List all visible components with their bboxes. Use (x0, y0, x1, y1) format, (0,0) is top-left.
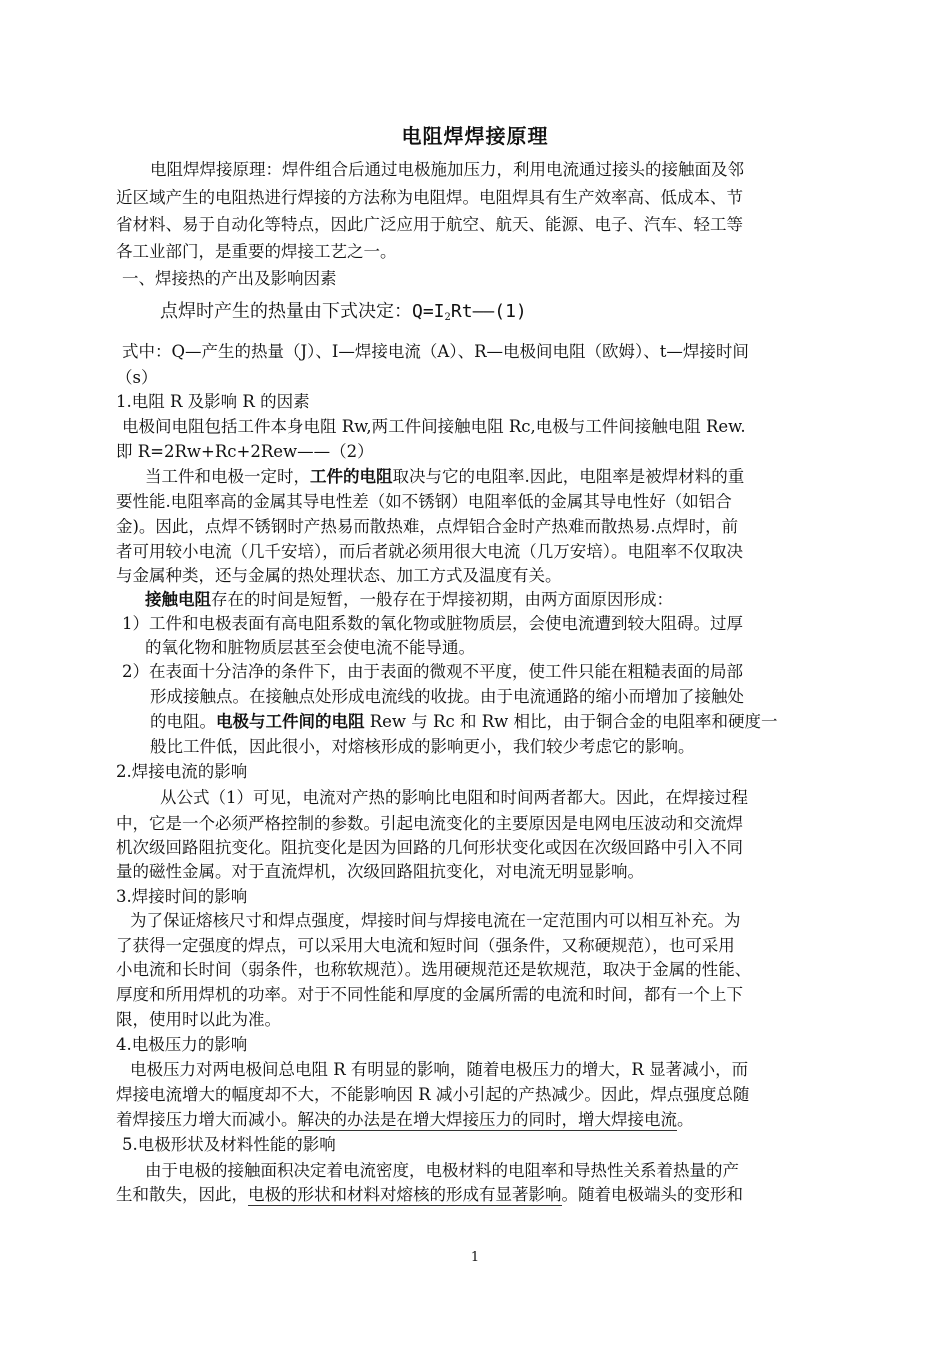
p2-bold-term: 工件的电阻 (310, 467, 393, 486)
section-title-1: 1.电阻 R 及影响 R 的因素 (116, 392, 310, 411)
s4-line-1: 电极压力对两电极间总电阻 R 有明显的影响，随着电极压力的增大，R 显著减小，而 (130, 1060, 749, 1079)
p3-text: 存在的时间是短暂，一般存在于焊接初期，由两方面原因形成： (211, 590, 673, 609)
s5-text-a: 生和散失，因此， (116, 1185, 248, 1204)
s2-line-4: 量的磁性金属。对于直流焊机，次级回路阻抗变化，对电流无明显影响。 (116, 862, 644, 881)
intro-line-1: 电阻焊焊接原理：焊件组合后通过电极施加压力，利用电流通过接头的接触面及邻 (150, 160, 744, 179)
s4-underlined-text: 解决的办法是在增大焊接压力的同时，增大焊接电流 (297, 1110, 677, 1129)
item2-text-a: 的电阻。 (150, 712, 216, 731)
item2-line-1: 2）在表面十分洁净的条件下，由于表面的微观不平度，使工件只能在粗糙表面的局部 (122, 662, 743, 681)
item2-line-2: 形成接触点。在接触点处形成电流线的收拢。由于电流通路的缩小而增加了接触处 (150, 687, 744, 706)
p2-line-4: 者可用较小电流（几千安培），而后者就必须用很大电流（几万安培）。电阻率不仅取决 (116, 542, 743, 561)
item2-line-4: 般比工件低，因此很小，对熔核形成的影响更小，我们较少考虑它的影响。 (150, 737, 695, 756)
section-heading-1: 一、焊接热的产出及影响因素 (122, 269, 337, 288)
p2-line-3: 金)。因此，点焊不锈钢时产热易而散热难，点焊铝合金时产热难而散热易.点焊时，前 (116, 517, 739, 536)
s3-line-2: 了获得一定强度的焊点，可以采用大电流和短时间（强条件，又称硬规范），也可采用 (116, 936, 735, 955)
page-title: 电阻焊焊接原理 (401, 124, 549, 148)
formula-rt: Rt——(1) (450, 301, 527, 322)
formula-lead: 点焊时产生的热量由下式决定： (160, 301, 412, 322)
p2-text-c: 取决与它的电阻率.因此，电阻率是被焊材料的重 (392, 467, 745, 486)
s5-line-1: 由于电极的接触面积决定着电流密度，电极材料的电阻率和导热性关系着热量的产 (145, 1161, 739, 1180)
p2-line-1 (145, 465, 744, 489)
s3-line-5: 限，使用时以此为准。 (116, 1010, 281, 1029)
s3-line-4: 厚度和所用焊机的功率。对于不同性能和厚度的金属所需的电流和时间，都有一个上下 (116, 985, 743, 1004)
p3-bold-term: 接触电阻 (145, 590, 211, 609)
formula-subscript: 2 (444, 312, 451, 323)
p2-text-a: 当工件和电极一定时， (145, 467, 310, 486)
s2-line-2: 中，它是一个必须严格控制的参数。引起电流变化的主要原因是电网电压波动和交流焊 (116, 814, 743, 833)
p2-line-2: 要性能.电阻率高的金属其导电性差（如不锈钢）电阻率低的金属其导电性好（如铝合 (116, 492, 732, 511)
s2-line-1: 从公式（1）可见，电流对产热的影响比电阻和时间两者都大。因此，在焊接过程 (160, 788, 748, 807)
section-title-3: 3.焊接时间的影响 (116, 887, 248, 906)
s5-underlined-text: 电极的形状和材料对熔核的形成有显著影响 (248, 1185, 562, 1204)
s4-line-2: 焊接电流增大的幅度却不大，不能影响因 R 减小引起的产热减少。因此，焊点强度总随 (116, 1085, 750, 1104)
section-title-2: 2.焊接电流的影响 (116, 762, 248, 781)
where-line-2: （s） (116, 368, 158, 387)
s4-line-3 (116, 1108, 694, 1132)
s4-text-c: 。 (677, 1110, 694, 1129)
item1-line-2: 的氧化物和脏物质层甚至会使电流不能导通。 (145, 638, 475, 657)
s1-line-2: 即 R=2Rw+Rc+2Rew——（2） (116, 442, 374, 461)
intro-line-3: 省材料、易于自动化等特点，因此广泛应用于航空、航天、能源、电子、汽车、轻工等 (116, 215, 743, 234)
item1-line-1: 1）工件和电极表面有高电阻系数的氧化物或脏物质层，会使电流遭到较大阻碍。过厚 (122, 614, 743, 633)
p2-line-5: 与金属种类，还与金属的热处理状态、加工方式及温度有关。 (116, 566, 562, 585)
s3-line-3: 小电流和长时间（弱条件，也称软规范）。选用硬规范还是软规范，取决于金属的性能、 (116, 960, 752, 979)
s5-text-c: 。随着电极端头的变形和 (561, 1185, 743, 1204)
s4-text-a: 着焊接压力增大而减小。 (116, 1110, 298, 1129)
s1-line-1: 电极间电阻包括工件本身电阻 Rw,两工件间接触电阻 Rc,电极与工件间接触电阻 Rew. (122, 417, 746, 436)
page-number: 1 (470, 1250, 480, 1265)
intro-line-2: 近区域产生的电阻热进行焊接的方法称为电阻焊。电阻焊具有生产效率高、低成本、节 (116, 188, 743, 207)
formula-q: Q=I (412, 301, 445, 322)
s3-line-1: 为了保证熔核尺寸和焊点强度，焊接时间与焊接电流在一定范围内可以相互补充。为 (130, 911, 741, 930)
section-title-5: 5.电极形状及材料性能的影响 (122, 1135, 336, 1154)
s2-line-3: 机次级回路阻抗变化。阻抗变化是因为回路的几何形状变化或因在次级回路中引入不同 (116, 838, 743, 857)
item2-text-c: Rew 与 Rc 和 Rw 相比，由于铜合金的电阻率和硬度一 (364, 712, 778, 731)
intro-line-4: 各工业部门，是重要的焊接工艺之一。 (116, 242, 397, 261)
s5-line-2 (116, 1183, 743, 1207)
item2-bold-term: 电极与工件间的电阻 (216, 712, 365, 731)
formula-line (160, 300, 527, 327)
section-title-4: 4.电极压力的影响 (116, 1035, 248, 1054)
item2-line-3 (150, 710, 778, 734)
p3-line (145, 588, 673, 612)
where-line-1: 式中：Q—产生的热量（J）、I—焊接电流（A）、R—电极间电阻（欧姆）、t—焊接时间 (122, 342, 749, 361)
